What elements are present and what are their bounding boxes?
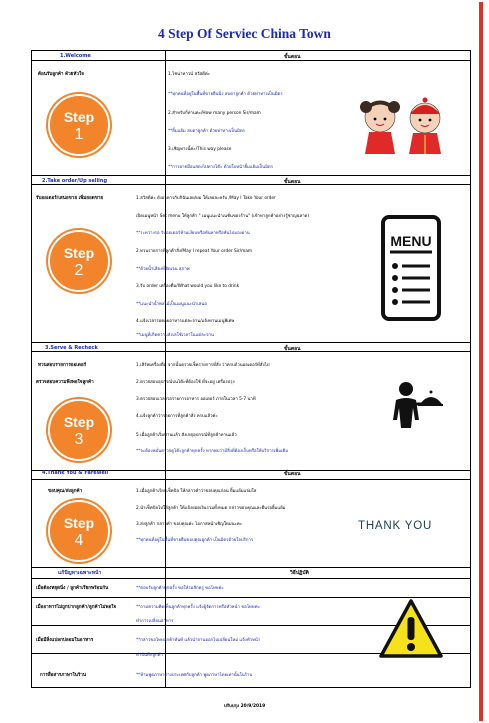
step1-badge: Step 1 [48,94,110,156]
s3-item-5: 5.เมื่อลูกค้าเริ่มทานแล้ว สังเกตุอุปกรณ์ที่ลูกค้าทานแล้ว [136,433,237,438]
issue-4-left: การสื่อสารภาษาในร้าน [40,673,87,678]
s4-item-2: 2.นำเช็คบิลไปให้ลูกค้า ให้แจ้งยอดเงินรวมทั้งหมด กล่าวขอบคุณและยืนรอยิ้มแย้ม [136,506,286,511]
issue-2-right-2: ทำการเปลี่ยนอาหาร [136,619,174,624]
section1-header: 1.Welcome [60,53,91,59]
s3-item-3: 3.ตรวจสอบเวลารอรายการอาหาร ออเดอร์ ภายในเวลา 5-7 นาที [136,397,256,402]
issue-2-left: เมื่ออาหารไม่ถูกปากลูกค้า/ลูกค้าไม่พอใจ [36,605,117,610]
menu-icon [380,214,442,322]
waiter-icon [392,380,444,430]
s3-item-2: 2.ตรวจสอบอุปกรณ์บนโต๊ะที่ต้องใช้ ที่จะอยู่ เครื่องปรุง [136,380,235,385]
s2-item-6: 3.รับ order เครื่องดื่ม/What would you like to drink [136,284,240,289]
issue-1-right: **ตอบรับลูกค้าทุกครั้ง ขอให้รอสักครู่ ขอโทษค่ะ [136,586,224,591]
section1-left: ต้อนรับลูกค้า ด้วยหัวใจ [38,72,84,77]
step3-badge: Step 3 [48,399,110,461]
issues-header-right: วิธีปฏิบัติ [290,570,309,576]
section3-left-2: ตรวจสอบความพึงพอใจลูกค้า [36,380,94,385]
s3-item-1: 1.เสิร์ฟเครื่องดื่ม จากนั้นตรวจเช็ครายการที่สั่ง ว่าครบถ้วนออเดอร์ที่สั่งไป [136,363,270,368]
s4-item-4: **ทุกคนที่อยู่ในพื้นที่ขายยืนขอบคุณลูกค้า เป็นมิตรด้วยใจบริการ [136,538,254,543]
s3-item-6: **จะต้องหมั่นตรวจดูโต๊ะลูกค้าทุกครั้ง หากพบว่ามีสิ่งที่ต้องเก็บหรือให้บริการเพิ่มเติม [136,449,289,454]
issue-3-right-1: **กล่าวขอโทษลูกค้าทันที แล้วนำจานออกไปเปลี่ยนใหม่ แจ้งหัวหน้า [136,638,261,643]
section3-left-1: ทวนสอบรายการออเดอร์ [38,363,87,368]
section3-header: 3.Serve & Recheck [45,345,98,351]
issue-2-right-1: **ถามความคิดเห็นลูกค้าทุกครั้ง แจ้งผู้จัดการหรือหัวหน้า ขอโทษค่ะ [136,605,260,610]
s1-item-6: **การผายมือแสดงไปทางโต๊ะ ด้วยใบหน้ายิ้มแย้มเป็นมิตร [168,165,274,170]
s1-item-2: **ทุกคนที่อยู่ในพื้นที่ขายยืนนิ่ง สบตาลูกค้า ด้วยท่าทางเป็นมิตร [168,92,283,97]
section1-right-header: ขั้นตอน [284,54,301,60]
issue-3-right-2: ทำบันทึกลูกค้า [136,653,163,658]
s1-item-3: 2.สำหรับกี่ท่านคะ/How many person Sir/mam [168,111,261,116]
section2-header: 2.Take order/Up selling [42,178,108,184]
issue-1-left: เมื่อต้องหยุดนิ่ง / ลูกค้าเรียกพร้อมกัน [36,586,109,591]
s2-item-9: **เมนูที่เกิดความลังเลใช้เวลาในแต่ละจาน [136,333,214,338]
section4-header: 4.Thank You & Farewell [42,470,109,476]
right-edge-line [479,2,483,721]
svg-text:MENU: MENU [390,233,432,249]
footer-date: ปรับปรุง 20/9/2019 [223,704,266,709]
issues-header-left: แก้ปัญหาเฉพาะหน้า [58,570,102,576]
s1-item-4: **ยิ้มแย้ม สบตาลูกค้า ด้วยท่าทางเป็นมิตร [168,129,245,134]
s2-item-5: **ด้วยน้ำเสียงที่ชัดเจน สุภาพ [136,267,190,272]
children-illustration [355,92,453,158]
s4-item-1: 1.เมื่อลูกค้าเรียกเช็คบิล ให้กล่าวคำว่าขอบคุณก่อน ยิ้มแย้มแจ่มใส [136,489,257,494]
section2-right-header: ขั้นตอน [284,179,301,185]
s2-item-8: 4.แจ้งเวลารอคอยอาหารแต่ละจาน/แจ้งทานเมนูพิเศษ [136,319,235,324]
issue-3-left: เมื่อมีสิ่งแปลกปลอมในอาหาร [36,638,94,643]
s2-item-2: เปิดเมนูหน้า Set menu ให้ลูกค้า " เมนูแนะนำเนชั่นของร้าน" (เข้าหาลูกค้าอย่างรู้ชาญฉลาด) [136,214,310,219]
s2-item-7: **แนะนำน้ำพลไม้เป็นเมนูแนะนำเสนอ [136,302,207,307]
issue-4-right: **ห้ามพูดภาษาต่างประเทศกับลูกค้า พูดภาษาไทยเท่านั้นในร้าน [136,673,253,678]
s1-item-5: 3.เชิญทางนี้ค่ะ/This way please [168,147,232,152]
page-title: 4 Step Of Serviec China Town [158,26,331,41]
column-divider [165,51,166,687]
step2-badge: Step 2 [48,230,110,292]
s3-item-4: 4.แจ้งลูกค้าว่ารายการที่ลูกค้าสั่ง ครบแล้วค่ะ [136,414,218,419]
section3-right-header: ขั้นตอน [284,346,301,352]
warning-icon [378,598,444,660]
s1-item-1: 1.ไชน่าทาวน์ สวัสดีค่ะ [168,72,211,77]
s2-item-4: 2.ทวนรายการที่ลูกค้าสั่ง/May I repeat Your order Sir/mam [136,249,253,254]
step4-badge: Step 4 [48,500,110,562]
section4-right-header: ขั้นตอน [284,471,301,477]
s2-item-3: **ระหว่างรอ รับออเดอร์ห้ามเงียบหรือหันหาหรือหันไปมองผ่าน [136,231,250,236]
section4-left: ขอบคุณ/ส่งลูกค้า [48,489,83,494]
thank-you-text: THANK YOU [358,520,433,532]
s2-item-1: 1.สวัสดีค่ะ ยังอาหารกับกิฉันเลย/ผม ให้เลยละครับ /May I Take Your order [136,196,276,201]
section2-left: รับออเดอร์/เสนอขาย เพิ่มยอดขาย [36,196,104,201]
s4-item-3: 3.ส่งลูกค้า กล่าวคำ ขอบคุณค่ะ โอกาสหน้าเชิญใหม่นะคะ [136,522,243,527]
